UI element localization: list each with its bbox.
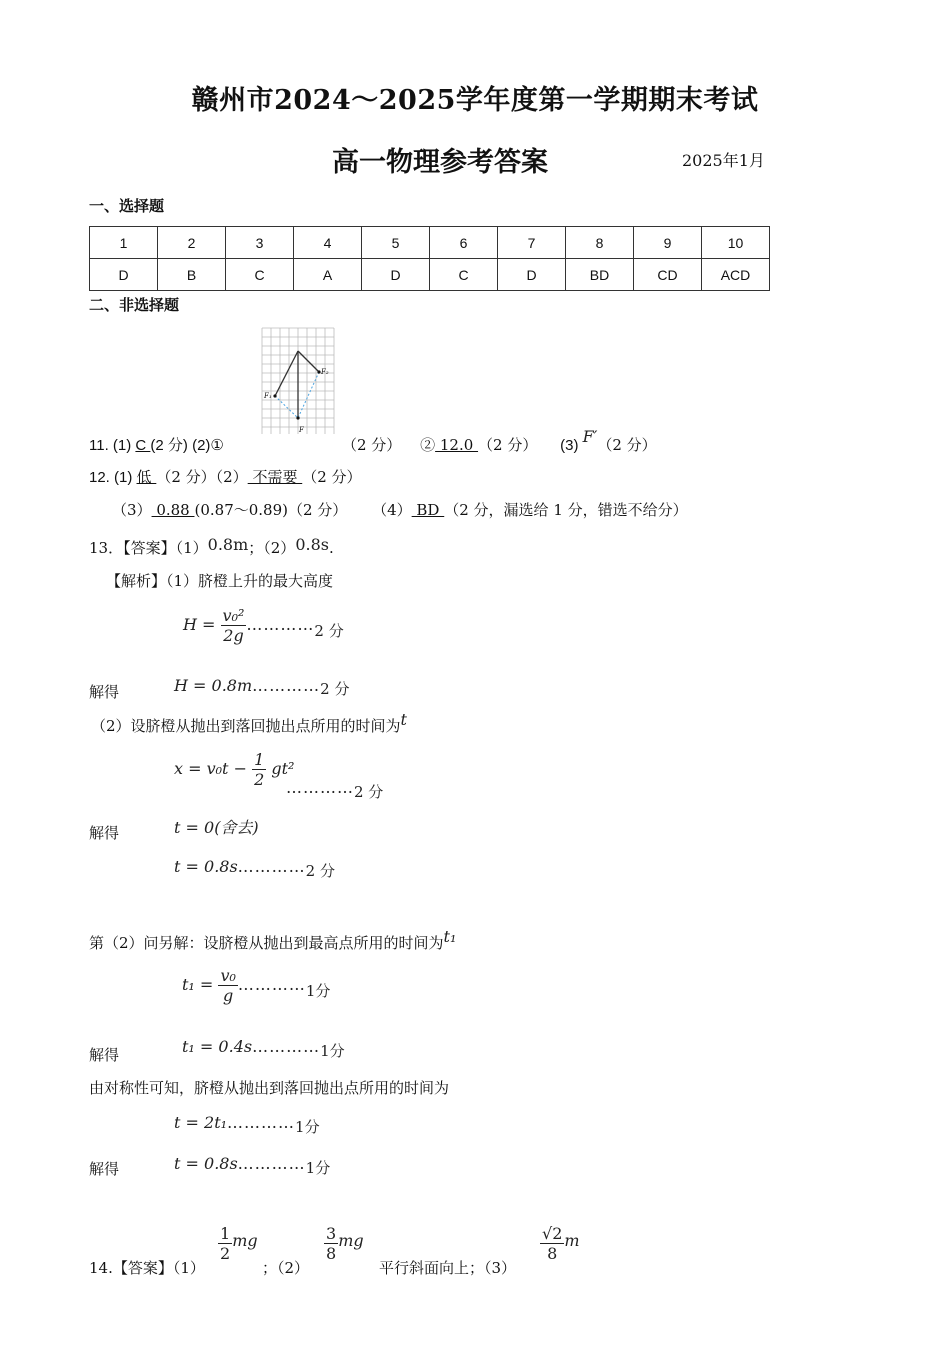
q14-frac3 (540, 1224, 564, 1263)
eq5-dots: ………… (237, 857, 306, 876)
q12-score4: （2 分，漏选给 1 分，错选不给分） (444, 501, 688, 519)
eq3-score: 2 分 (354, 783, 384, 801)
q11-line-b (342, 427, 657, 455)
q12-score1: （2 分）（2） (156, 468, 248, 486)
q-num: 6 (430, 227, 498, 259)
eq8 (174, 1112, 320, 1136)
q13-analysis-label: 【解析】（1）脐橙上升的最大高度 (106, 572, 334, 590)
q11-answer3: F′ (582, 427, 598, 446)
q11-answer1: C (135, 437, 151, 454)
q12-range3: (0.87～0.89)（2 分） (194, 501, 348, 519)
eq5 (174, 856, 335, 880)
title-line2: 高一物理参考答案 (332, 147, 548, 178)
q11-score3: （2 分） (478, 436, 538, 454)
eq6-frac (218, 966, 237, 1005)
q14-sep1: ；（2） (262, 1259, 310, 1277)
eq6-num: v₀ (220, 966, 236, 985)
q-answer: A (294, 259, 362, 291)
eq2-score: 2 分 (320, 680, 350, 698)
f-point (296, 416, 299, 419)
q-num: 4 (294, 227, 362, 259)
eq6 (182, 966, 330, 1005)
jiede-3: 解得 (89, 1046, 120, 1064)
eq8-score: 1分 (295, 1118, 320, 1136)
jiede-2: 解得 (89, 824, 120, 842)
q12-line2-prefix: （3） (112, 501, 152, 519)
q11-score1: (2 分) (2)① (150, 437, 224, 454)
eq1-frac (221, 606, 247, 645)
dashed-line-1 (275, 396, 298, 418)
q14-f3-den: 8 (540, 1243, 564, 1263)
q-num: 10 (702, 227, 770, 259)
eq7-score: 1分 (320, 1042, 345, 1060)
q13-end: . (328, 539, 334, 557)
q12-score2: （2 分） (302, 468, 362, 486)
q11-score4: （2 分） (597, 436, 657, 454)
eq8-dots: ………… (227, 1113, 296, 1132)
q-num: 2 (158, 227, 226, 259)
answer-table (89, 226, 770, 291)
q13-p2 (91, 710, 407, 736)
question-number-row (90, 227, 770, 259)
eq3 (174, 750, 294, 789)
q-num: 5 (362, 227, 430, 259)
q14-mg1: mg (232, 1231, 258, 1250)
q13-a1: 0.8m (207, 535, 249, 554)
eq2 (174, 675, 349, 696)
q13-answer-line (89, 537, 334, 558)
q-answer: D (90, 259, 158, 291)
q-num: 3 (226, 227, 294, 259)
q-answer: C (226, 259, 294, 291)
eq6-den: g (223, 986, 234, 1005)
force-diagram (258, 326, 338, 440)
eq8-text: t = 2t₁ (174, 1113, 228, 1132)
q-answer: D (498, 259, 566, 291)
q14-ans1 (218, 1224, 258, 1263)
alt-t1: t₁ (443, 927, 457, 946)
eq4: t = 0(舍去) (174, 818, 259, 837)
alt-text: 第（2）问另解：设脐橙从抛出到最高点所用的时间为 (89, 934, 444, 952)
eq3-tail (286, 777, 384, 801)
eq9-dots: ………… (237, 1154, 306, 1173)
answer-row (90, 259, 770, 291)
q12-line2 (112, 499, 688, 520)
eq1-score: 2 分 (314, 622, 344, 640)
q14-f3-num: √2 (542, 1224, 563, 1243)
eq6-lhs: t₁ = (182, 975, 214, 994)
jiede-4: 解得 (89, 1160, 120, 1178)
q13-p2-t: t (400, 710, 407, 729)
q14-f2-den: 8 (326, 1244, 337, 1263)
q12-answer4: BD (411, 501, 445, 519)
section1-heading: 一、选择题 (89, 197, 165, 215)
q13-mid: ；（2） (248, 539, 296, 557)
q13-answer-label: 13．【答案】（1） (89, 539, 208, 557)
eq1-dots: ………… (246, 615, 315, 634)
q12-part4: （4） (372, 501, 412, 519)
jiede-1: 解得 (89, 683, 120, 701)
q14-frac2 (324, 1224, 338, 1263)
exam-date: 2025年1月 (682, 151, 765, 170)
q-num: 1 (90, 227, 158, 259)
eq2-text: H = 0.8m (174, 676, 253, 695)
eq9 (174, 1153, 331, 1177)
eq6-dots: ………… (237, 975, 306, 994)
q12-line1 (89, 466, 362, 487)
q-answer: D (362, 259, 430, 291)
eq3-den: 2 (254, 770, 265, 789)
f1-vector (275, 351, 298, 396)
q14-mg2: mg (338, 1231, 364, 1250)
q-answer: B (158, 259, 226, 291)
eq3-num: 1 (254, 750, 265, 769)
q11-circle2: ② (420, 436, 436, 454)
q-answer: C (430, 259, 498, 291)
f1-label: F₁ (264, 392, 272, 400)
eq5-text: t = 0.8s (174, 857, 238, 876)
eq5-score: 2 分 (305, 862, 335, 880)
symmetry-text: 由对称性可知，脐橙从抛出到落回抛出点所用的时间为 (89, 1079, 450, 1097)
title-line1: 赣州市2024～2025学年度第一学期期末考试 (191, 85, 759, 116)
f2-label: F₂ (321, 368, 329, 376)
eq9-score: 1分 (305, 1159, 331, 1177)
q-answer: CD (634, 259, 702, 291)
q14-dir: 平行斜面向上；（3） (379, 1259, 517, 1277)
eq3-b: gt² (271, 759, 295, 778)
q14-f1-num: 1 (220, 1224, 231, 1243)
eq1-num: v₀² (222, 606, 245, 625)
q-answer: BD (566, 259, 634, 291)
eq3-a: x = v₀t − (174, 759, 247, 778)
q12-answer3: 0.88 (151, 501, 195, 519)
eq9-text: t = 0.8s (174, 1154, 238, 1173)
eq1-lhs: H = (183, 615, 216, 634)
section2-heading: 二、非选择题 (89, 296, 180, 314)
q14-ans2 (324, 1224, 364, 1263)
eq2-dots: ………… (252, 676, 321, 695)
q-answer: ACD (702, 259, 770, 291)
q11-line (89, 434, 224, 455)
q14-frac1 (218, 1224, 232, 1263)
q11-part3: (3) (560, 437, 583, 454)
q14-m: m (564, 1231, 580, 1250)
eq6-score: 1分 (305, 982, 331, 1000)
q-num: 9 (634, 227, 702, 259)
q-num: 7 (498, 227, 566, 259)
q12-answer1: 低 (136, 468, 157, 486)
eq1-den: 2g (223, 626, 244, 645)
q14-f1-den: 2 (220, 1244, 231, 1263)
q11-answer2: 12.0 (435, 436, 479, 454)
eq7-text: t₁ = 0.4s (182, 1037, 253, 1056)
q11-score2: （2 分） (342, 436, 402, 454)
eq3-frac (252, 750, 266, 789)
q14-label: 14.【答案】（1） (89, 1259, 205, 1277)
q13-a2: 0.8s (295, 535, 329, 554)
q11-prefix: 11. (1) (89, 437, 136, 454)
f1-point (273, 394, 276, 397)
eq7 (182, 1036, 345, 1060)
eq1 (183, 606, 344, 645)
q12-prefix: 12. (1) (89, 469, 137, 486)
q14-f2-num: 3 (326, 1224, 337, 1243)
f-label: F (299, 426, 304, 434)
q12-answer2: 不需要 (247, 468, 303, 486)
q-num: 8 (566, 227, 634, 259)
eq3-dots: ………… (286, 778, 354, 797)
eq7-dots: ………… (252, 1037, 321, 1056)
q13-p2-text: （2）设脐橙从抛出到落回抛出点所用的时间为 (91, 717, 401, 735)
q14-ans3 (540, 1224, 580, 1263)
alt-solution (89, 927, 457, 953)
